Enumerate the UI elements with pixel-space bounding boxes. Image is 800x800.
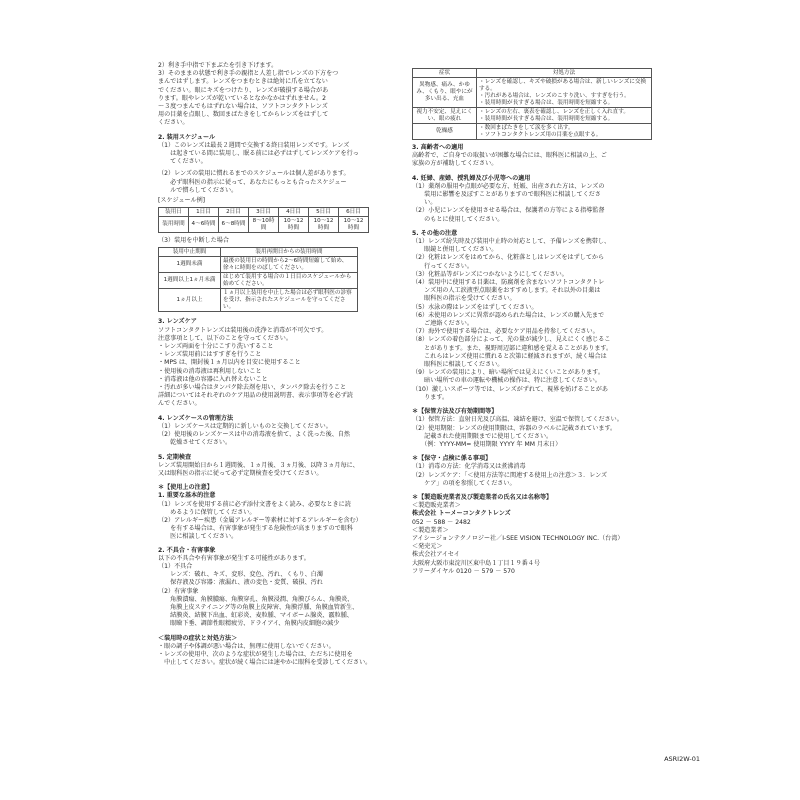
text-line: のもとに使用してください。 — [412, 215, 504, 223]
text-line: （5）水泳の際はレンズをはずしてください。 — [412, 303, 538, 311]
text-line: 眼科医に相談してください。 — [412, 361, 504, 369]
table-cell: ・数回まばたきをして涙を多く出す。 ・ソフトコンタクトレンズ用の目薬を点眼する。 — [477, 124, 652, 140]
text-line: これらはレンズ使用に慣れると次第に軽減されますが、続く場合は — [412, 352, 607, 360]
section-heading: ＊【保守・点検に係る事項】 — [412, 455, 492, 463]
use-notes-section — [158, 484, 398, 628]
text-line: い。 — [412, 199, 437, 207]
text-line: ルで慣らしてください。 — [158, 186, 238, 194]
text-line: （例：YYYY-MM= 使用期限 YYYY 年 MM 月末日） — [412, 440, 562, 448]
phone-number: 052 － 588 － 2482 — [412, 518, 471, 526]
text-line: ・レンズ装用前にはすすぎを行うこと — [158, 351, 262, 359]
schedule-table — [158, 207, 369, 233]
section-heading: ＊【製造販売業者及び製造業者の氏名又は名称等】 — [412, 493, 553, 501]
section-heading: 3. 高齢者への適用 — [412, 144, 464, 151]
text-line: ンズ用の人工涙液型点眼薬をおすすめします。それ以外の目薬は — [412, 287, 601, 295]
text-line: 中止してください。症状が続く場合には速やかに眼科を受診してください。 — [158, 659, 372, 667]
right-column — [412, 66, 652, 582]
text-line: 2）利き手中指で下まぶたを引き下げます。 — [158, 62, 278, 69]
table-cell: はじめて装用する場合の１日目のスケジュールから始めてください。 — [221, 273, 358, 289]
symptom-table — [412, 68, 652, 140]
table-cell: 装用時間 — [159, 217, 189, 233]
text-line: （1）薬剤の服用や点眼が必要な方、妊娠、出産された方は、レンズの — [412, 182, 605, 190]
text-line: （4）装用中に使用する目薬は、防腐剤を含まないソフトコンタクトレ — [412, 279, 605, 287]
text-line: （1）保管方法：直射日光及び高温、凍結を避け、室温で保管してください。 — [412, 416, 623, 424]
pregnancy-section — [412, 175, 652, 224]
table-cell: 10～12時間 — [339, 217, 369, 233]
table-cell: 2日目 — [219, 208, 249, 217]
phone-number: フリーダイヤル 0120 － 579 － 570 — [412, 567, 515, 575]
table-row — [159, 257, 358, 273]
text-line: ・レンズ両面を十分にこすり洗いすること — [158, 343, 274, 351]
text-line: 家族の方が補助してください。 — [412, 160, 498, 168]
table-row — [159, 273, 358, 289]
text-line: （10）激しいスポーツ等では、レンズがずれて、視界を妨げることがあ — [412, 385, 608, 393]
table-cell: 装用再開日からの装用時間 — [221, 248, 358, 257]
table-row — [413, 108, 652, 124]
text-line: ります。 — [412, 393, 449, 401]
table-cell: 1日目 — [189, 208, 219, 217]
section-heading: ＜装用時の症状と対処方法＞ — [158, 634, 238, 642]
table-cell: １ヵ月以上装用を中止した場合は必ず眼科医の診察を受け、指示されたスケジュールを守ってください。 — [221, 289, 358, 312]
text-line: ・レンズの使用中、次のような症状が発生した場合は、ただちに使用を — [158, 650, 353, 658]
text-line: （8）レンズの着色部分によって、光の量が減少し、見えにくく感じるこ — [412, 336, 611, 344]
table-cell: 6～8時間 — [219, 217, 249, 233]
text-line: 眼鏡と併用してください。 — [412, 246, 498, 254]
text-line: （2）小児にレンズを使用させる場合は、保護者の方等による指導監督 — [412, 207, 605, 215]
section-heading: 5. その他の注意 — [412, 229, 458, 237]
table-cell: 10～12時間 — [279, 217, 309, 233]
section-heading: 4. レンズケースの管理方法 — [158, 414, 234, 422]
text-line: まんではずします。レンズをつまむときは絶対に爪を立てない — [158, 78, 328, 86]
text-line: （1）このレンズは最長２週間で交換する終日装用レンズです。レンズ — [158, 141, 350, 149]
text-line: 保存液及び容器：液漏れ、液の変色・変質、破損、汚れ — [158, 579, 323, 587]
table-cell: 4～6時間 — [189, 217, 219, 233]
text-line: ります。眼やレンズが乾いているとなかなかはずれません。2 — [158, 94, 326, 102]
text-line: （1）レンズを使用する前に必ず添付文書をよく読み、必要なときに読 — [158, 500, 351, 508]
text-line: ご連絡ください。 — [412, 320, 473, 328]
text-line: 角膜潰瘍、角膜膿瘍、角膜穿孔、角膜浸潤、角膜びらん、角膜炎、 — [158, 595, 354, 603]
text-line: てください。 — [158, 158, 207, 166]
text-line: でください。眼にキズをつけたり、レンズが破損する場合があ — [158, 86, 329, 94]
table-row — [159, 208, 369, 217]
table-cell: 乾燥感 — [413, 124, 477, 140]
table-caption: （3）装用を中断した場合 — [158, 237, 229, 245]
table-cell: 4日目 — [279, 208, 309, 217]
text-line: 詳細についてはそれぞれのケア用品の使用説明書、表示事項等を必ず読 — [158, 392, 353, 400]
table-cell: 8～10時間 — [249, 217, 279, 233]
table-row — [159, 217, 369, 233]
table-row — [159, 289, 358, 312]
text-line: 以下の不具合や有害事象が発生する可能性があります。 — [158, 554, 310, 562]
text-line: （6）未使用のレンズに異常が認められた場合は、レンズの購入先まで — [412, 311, 605, 319]
text-line: 装用に影響を及ぼすことがありますので眼科医に相談してくださ — [412, 191, 601, 199]
checkup-section — [158, 454, 398, 479]
table-cell: 1週間以上1ヵ月未満 — [159, 273, 221, 289]
table-cell: 1ヵ月以上 — [159, 289, 221, 312]
text-line: 又は眼科医の指示に従って必ず定期検査を受けてください。 — [158, 469, 323, 477]
table-cell: 装用日 — [159, 208, 189, 217]
text-line: （2）使用後のレンズケースは中の消毒液を捨て、よく洗った後、自然 — [158, 431, 351, 439]
other-notes-section — [412, 230, 652, 402]
table-cell: 視力不安定、見えにくい、眼の疲れ — [413, 108, 477, 124]
table-cell: 1週間未満 — [159, 257, 221, 273]
text-line: ください。 — [158, 119, 189, 127]
table-cell: 異物感、痛み、かゆみ、くもり、眼やにが多い出る、充血 — [413, 78, 477, 108]
text-line: ・消毒液は他の容器に入れ替えないこと — [158, 375, 268, 383]
document-code: ASRI2W-01 — [664, 755, 700, 763]
subsection-heading: 1. 重要な基本的注意 — [158, 492, 216, 500]
text-line: 角膜上皮ステイニング等の角膜上皮障害、角膜浮腫、角膜血管新生、 — [158, 603, 359, 611]
text-line: ケア」の項を参照してください。 — [412, 479, 516, 487]
text-line: ＜製造業者＞ — [412, 526, 449, 534]
lens-care-section — [158, 318, 398, 408]
text-line: 医に相談してください。 — [158, 533, 238, 541]
table-cell: 6日目 — [339, 208, 369, 217]
text-line: （7）海外で使用する場合は、必要なケア用品を持参してください。 — [412, 328, 599, 336]
text-line: ＜製造販売業者＞ — [412, 502, 461, 510]
table-cell: 5日目 — [309, 208, 339, 217]
text-line: （1）消毒の方法：化学消毒又は煮沸消毒 — [412, 463, 526, 471]
text-line: （2）使用期限：レンズの使用期限は、容器のラベルに記載されています。 — [412, 424, 617, 432]
text-line: ＜発売元＞ — [412, 543, 443, 551]
text-line: 用の目薬を点眼し、数回まばたきをしてからレンズをはずして — [158, 111, 329, 119]
table-cell: 対処方法 — [477, 69, 652, 78]
text-line: は起きている間に装用し、眠る前には必ずはずしてレンズケアを行っ — [158, 150, 359, 158]
table-row — [159, 248, 358, 257]
text-line: （2）有害事象 — [158, 587, 199, 595]
table-row — [413, 69, 652, 78]
text-line: 行ってください。 — [412, 262, 473, 270]
text-line: （2）レンズケア：「＜使用方法等に関連する使用上の注意＞３．レンズ — [412, 471, 608, 479]
schedule-section — [158, 134, 398, 313]
maintenance-section — [412, 455, 652, 488]
table-row — [413, 124, 652, 140]
table-cell: 症状 — [413, 69, 477, 78]
section-heading: 4. 妊婦、産婦、授乳婦及び小児等への適用 — [412, 174, 531, 182]
removal-steps — [158, 62, 398, 128]
text-line: （9）レンズの装用により、暗い場所では見えにくいことがあります。 — [412, 369, 604, 377]
storage-section — [412, 408, 652, 449]
company-name: 株式会社 トーメーコンタクトレンズ — [412, 510, 511, 518]
table-cell: ・レンズを確認し、キズや破損がある場合は、新しいレンズに交換する。 ・汚れがある場合は、レンズのこすり洗い、すすぎを行う。 ・装用時間が長すぎる場合は、装用時間を短縮する。 — [477, 78, 652, 108]
text-line: を有する場合は、有害事象が発生する危険性が高まりますので眼科 — [158, 525, 353, 533]
left-column — [158, 62, 398, 673]
text-line: 乾燥させてください。 — [158, 439, 232, 447]
text-line: レンズ装用開始日から１週間後、１ヵ月後、３ヵ月後、以降３ヵ月毎に、 — [158, 461, 359, 469]
symptoms-section — [158, 635, 398, 668]
text-line: 株式会社アイセイ — [412, 551, 460, 559]
table-caption: [スケジュール例] — [158, 197, 206, 205]
text-line: （2）化粧はレンズをはめてから、化粧落としはレンズをはずしてから — [412, 254, 605, 262]
table-cell: 装用中止期間 — [159, 248, 221, 257]
text-line: 結膜炎、結膜下出血、虹彩炎、麦粒腫、マイボーム腺炎、霰粒腫、 — [158, 612, 353, 620]
manufacturer-section — [412, 494, 652, 576]
table-cell: 最後の装用日の時間から2～6時間短縮して始め、徐々に時間をのばしてください。 — [221, 257, 358, 273]
text-line: 高齢者で、ご自身での取扱いが困難な場合には、眼科医に相談の上、ご — [412, 152, 607, 160]
text-line: レンズ：破れ、キズ、変形、変色、汚れ、くもり、白濁 — [158, 571, 323, 579]
text-line: （1）不具合 — [158, 562, 193, 570]
elderly-section — [412, 144, 652, 169]
section-heading: 2. 装用スケジュール — [158, 133, 216, 141]
text-line: 眼科医の指示を受けてください。 — [412, 295, 516, 303]
text-line: ・使用後の消毒液は再利用しないこと — [158, 367, 262, 375]
text-line: （1）レンズケースは定期的に新しいものと交換してください。 — [158, 422, 332, 430]
subsection-heading: 2. 不具合・有害事象 — [158, 546, 216, 554]
text-line: （2）アレルギー疾患（金属アレルギー等素材に対するアレルギーを含む） — [158, 516, 362, 524]
text-line: 必ず眼科医の指示に従って、あなたにもっとも合ったスケジュー — [158, 178, 347, 186]
text-line: とがあります。また、視野周辺部に違和感を覚えることがあります。 — [412, 344, 613, 352]
text-line: （1）レンズ紛失時及び装用中止時の対応として、予備レンズを携帯し、 — [412, 238, 611, 246]
text-line: ・MPS は、開封後１ヵ月以内を目安に使用すること — [158, 359, 301, 367]
table-cell: ・レンズの左右、裏表を確認し、レンズを正しく入れ直す。 ・装用時間が長すぎる場合は、装用時間を短縮する。 — [477, 108, 652, 124]
section-heading: 3. レンズケア — [158, 318, 197, 326]
text-line: （3）化粧品等がレンズにつかないようにしてください。 — [412, 270, 568, 278]
text-line: ・汚れが多い場合はタンパク除去剤を用い、タンパク除去を行うこと — [158, 384, 347, 392]
lens-case-section — [158, 415, 398, 448]
text-line: ・眼の調子や体調が悪い場合は、無理に使用しないでください。 — [158, 642, 335, 650]
address: 大阪府大阪市東淀川区東中島１丁目１９番４号 — [412, 559, 540, 567]
text-line: めるように保管してください。 — [158, 508, 256, 516]
text-line: アイシージョンテクノロジー社／I-SEE VISION TECHNOLOGY INC.（台湾） — [412, 534, 624, 542]
table-cell: 10～12時間 — [309, 217, 339, 233]
section-heading: ＊【保管方法及び有効期間等】 — [412, 408, 498, 416]
text-line: ソフトコンタクトレンズは装用後の洗浄と消毒が不可欠です。 — [158, 326, 328, 334]
text-line: 3）そのままの状態で利き手の親指と人差し指でレンズの下方をつ — [158, 70, 339, 78]
section-heading: 5. 定期検査 — [158, 453, 192, 461]
interrupted-table — [158, 247, 358, 312]
text-line: 記載された使用期限までに使用してください。 — [412, 432, 553, 440]
table-cell: 3日目 — [249, 208, 279, 217]
text-line: 眼瞼下垂、調節性眼精疲労、ドライアイ、角膜内皮細胞の減少 — [158, 620, 340, 628]
text-line: ～３度つまんでもはずれない場合は、ソフトコンタクトレンズ — [158, 103, 328, 111]
text-line: んでください。 — [158, 400, 201, 408]
section-heading: ＊【使用上の注意】 — [158, 484, 213, 492]
table-row — [413, 78, 652, 108]
text-line: （2）レンズの装用に慣れるまでのスケジュールは個人差があります。 — [158, 170, 350, 178]
text-line: 暗い場所での車の運転や機械の操作は、特に注意してください。 — [412, 377, 601, 385]
text-line: 注意事項として、以下のことを守ってください。 — [158, 334, 292, 342]
